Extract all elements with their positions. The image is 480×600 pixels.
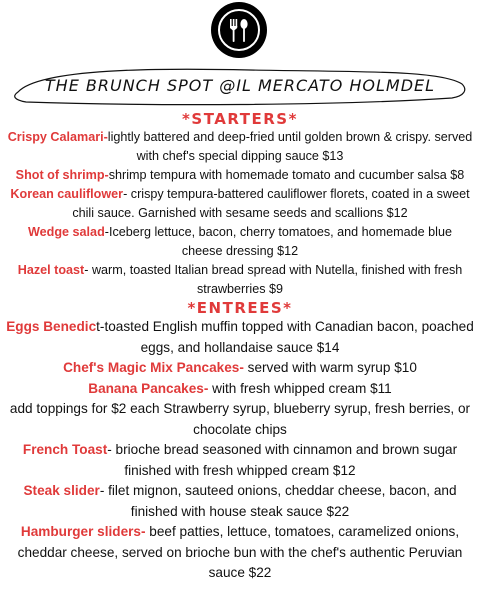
menu-item [6,379,474,400]
page-title: THE BRUNCH SPOT @IL MERCATO HOLMDEL [44,76,436,95]
fork-spoon-icon [218,9,260,51]
menu-item-desc: with fresh whipped cream $11 [208,380,392,396]
menu-item-toppings [6,399,474,440]
menu-item-desc: add toppings for $2 each Strawberry syrup, blueberry syrup, fresh berries, or chocolate chips [9,401,471,437]
title-banner [0,62,480,112]
menu-item-desc: - warm, toasted Italian bread spread with Nutella, finished with fresh strawberries $9 [84,263,463,296]
menu-item-desc: lightly battered and deep-fried until golden brown & crispy. served with chef's special dipping sauce $13 [107,130,473,163]
menu-item-desc: served with warm syrup $10 [243,360,417,375]
menu-item-desc: - crispy tempura-battered cauliflower florets, coated in a sweet chili sauce. Garnished with sesame seeds and scallions $12 [72,187,470,220]
menu-item [6,185,474,223]
menu-item [6,261,474,299]
menu-item-name: Korean cauliflower [10,187,124,201]
menu-item-name: Eggs Benedic [6,319,97,334]
menu-item-desc: -Iceberg lettuce, bacon, cherry tomatoes, and homemade blue cheese dressing $12 [104,225,452,258]
menu-item-desc: t-toasted English muffin topped with Canadian bacon, poached eggs, and hollandaise sauce $14 [96,319,474,355]
menu-item [6,166,474,185]
menu-item-desc: shrimp tempura with homemade tomato and cucumber salsa $8 [108,168,465,182]
menu-item [6,317,474,358]
menu-item [6,358,474,379]
menu-item [6,440,474,481]
menu-content [0,110,480,584]
menu-item [6,481,474,522]
menu-item [6,223,474,261]
menu-item [6,128,474,166]
menu-item-name: Shot of shrimp- [15,168,109,182]
menu-item-name: French Toast [22,442,108,457]
menu-item-name: Banana Pancakes- [88,380,209,396]
menu-item-name: Wedge salad [28,225,105,239]
menu-item-desc: beef patties, lettuce, tomatoes, caramelized onions, cheddar cheese, served on brioche bun with the chef's authentic Peruvian sauce $22 [17,524,463,580]
starters-list [0,128,480,299]
menu-item-desc: - filet mignon, sauteed onions, cheddar cheese, bacon, and finished with house steak sauce $22 [99,483,457,519]
menu-item [6,522,474,584]
menu-item-name: Hazel toast [17,263,85,277]
entrees-list [0,317,480,584]
logo [211,2,267,58]
section-heading-starters: *STARTERS* [182,110,298,128]
section-heading-entrees: *ENTREES* [187,299,293,317]
menu-item-name: Hamburger sliders- [20,524,146,539]
menu-item-name: Steak slider [23,483,100,498]
menu-item-name: Crispy Calamari- [7,130,108,144]
menu-item-desc: - brioche bread seasoned with cinnamon and brown sugar finished with fresh whipped cream $12 [107,442,458,478]
menu-item-name: Chef's Magic Mix Pancakes- [63,360,244,375]
